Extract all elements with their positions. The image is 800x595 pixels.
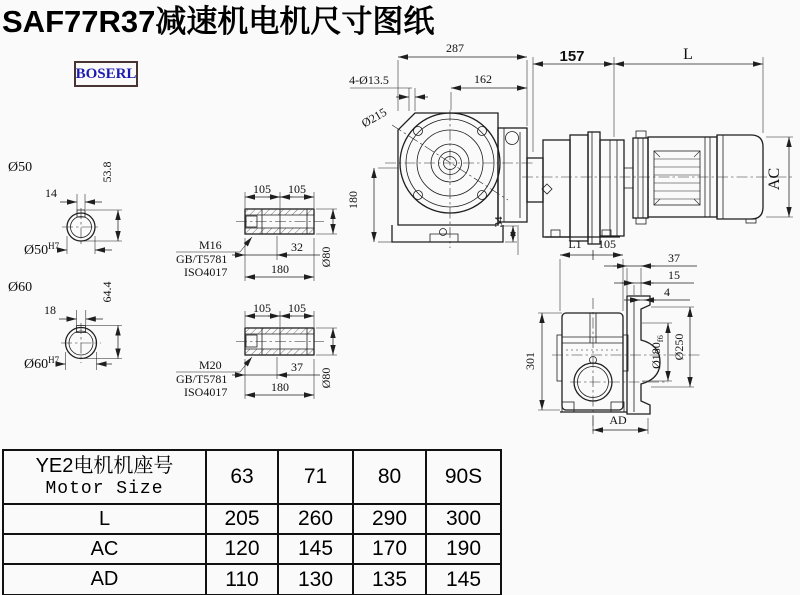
dim-180-height: 180 [346,191,360,209]
dim-bore-50: $Ø50^{H7}$ [24,241,60,258]
AC-63: 120 [206,534,278,564]
dim-key-width-50: 14 [45,186,57,200]
L-71: 260 [278,504,353,534]
header-motor-size [3,450,206,504]
boserl-logo: BOSERL [74,61,138,87]
table-row-header [3,450,501,504]
dim-bore-60: $Ø60^{H7}$ [24,355,60,372]
frame-size-71: 71 [278,450,353,504]
dim-105-a: 105 [253,182,271,196]
dim-157: 157 [559,48,585,65]
dim-dia80-shaft16: Ø80 [319,246,333,268]
L-80: 290 [353,504,426,534]
AD-63: 110 [206,564,278,595]
dim-spigot-dia: $Ø180_{f6}$ [649,335,665,369]
AC-71: 145 [278,534,353,564]
AD-90s: 145 [426,564,501,595]
dim-key-height-60: 64.4 [100,281,114,303]
row-label-AD: AD [3,564,206,595]
dim-flange-dia: Ø215 [358,104,390,131]
dim-34-foot: 34 [493,216,505,228]
technical-drawing [0,40,800,450]
frame-size-90s: 90S [426,450,501,504]
dim-301: 301 [523,352,537,370]
header-motor-size-cn: YE2电机机座号 [35,455,174,477]
std-iso4017-b: ISO4017 [184,385,228,399]
AD-80: 135 [353,564,426,595]
std-gbt5781-a: GB/T5781 [176,252,228,266]
table-row-L [3,504,501,534]
dim-key-width-60: 18 [44,303,56,317]
dim-dia60-label: Ø60 [8,280,33,295]
dim-L1: L1 [568,237,582,251]
std-iso4017-a: ISO4017 [184,265,228,279]
frame-size-80: 80 [353,450,426,504]
AC-80: 170 [353,534,426,564]
AC-90s: 190 [426,534,501,564]
dim-180-shaft20: 180 [271,380,289,394]
shaft-detail-m20 [176,301,337,399]
page-title: SAF77R37减速机电机尺寸图纸 [2,4,435,39]
dim-AC: AC [766,167,783,191]
dim-105-out: 105 [598,237,616,251]
frame-size-63: 63 [206,450,278,504]
motor-size-table [2,449,502,595]
L-63: 205 [206,504,278,534]
dim-L: L [683,46,693,63]
hollow-shaft-50-section [8,160,122,258]
dim-key-height-50: 53.8 [100,161,114,183]
dim-15-flange: 15 [668,268,680,282]
table-row-AC [3,534,501,564]
std-gbt5781-b: GB/T5781 [176,372,228,386]
dim-37-flange: 37 [668,251,680,265]
dim-37-shaft20: 37 [291,360,303,374]
row-label-L: L [3,504,206,534]
front-view-drawing [346,41,533,255]
dim-AD: AD [609,413,627,427]
shaft-detail-m16 [176,182,337,281]
row-label-AC: AC [3,534,206,564]
header-motor-size-en: Motor Size [45,479,164,499]
L-90s: 300 [426,504,501,534]
thread-m20: M20 [199,358,222,372]
thread-m16: M16 [199,238,222,252]
dim-flange-od: Ø250 [672,333,686,361]
dim-105-d: 105 [288,301,306,315]
AD-71: 130 [278,564,353,595]
dim-180-shaft16: 180 [271,262,289,276]
dim-105-b: 105 [288,182,306,196]
dim-dia80-shaft20: Ø80 [319,367,333,389]
dim-162: 162 [474,72,492,86]
table-row-AD [3,564,501,595]
motor-side-view-drawing [522,46,795,244]
output-flange-view-drawing [523,237,700,434]
hollow-shaft-60-section [8,280,122,372]
dim-bolt-holes: 4-Ø13.5 [349,73,389,87]
dim-287: 287 [446,41,464,55]
dim-4-gap: 4 [664,285,670,299]
dim-105-c: 105 [253,301,271,315]
dim-32: 32 [291,240,303,254]
dim-dia50-label: Ø50 [8,160,33,175]
